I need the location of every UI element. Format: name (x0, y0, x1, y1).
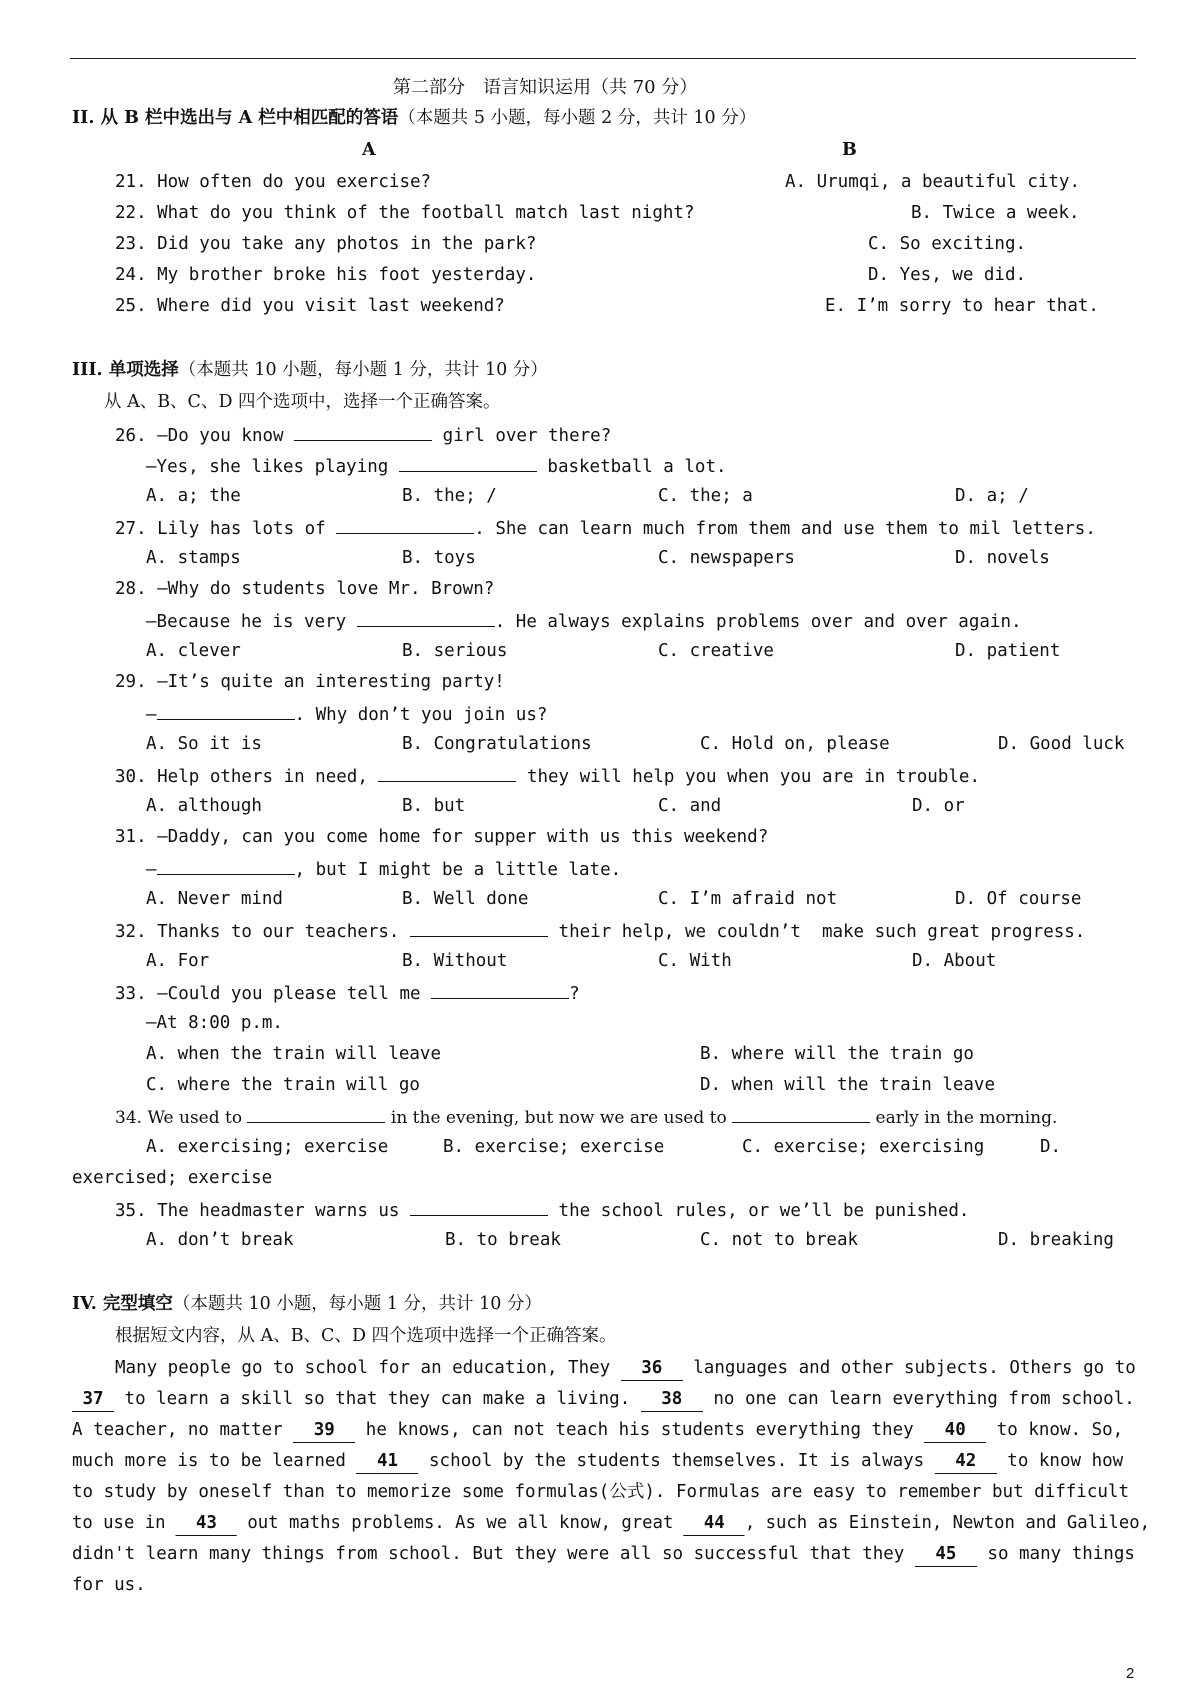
option-33-a: A. when the train will leave (146, 1044, 442, 1064)
passage-line-2: 37 to learn a skill so that they can make a living. 38 no one can learn everything from school. (72, 1387, 1135, 1412)
section4-instruction: 根据短文内容，从 A、B、C、D 四个选项中选择一个正确答案。 (115, 1326, 617, 1346)
question-31-line2: — , but I might be a little late. (146, 856, 621, 882)
option-35-d: D. breaking (998, 1230, 1114, 1250)
answer-blank (410, 918, 548, 937)
answer-blank (336, 515, 474, 534)
option-26-c: C. the; a (658, 486, 753, 506)
option-29-a: A. So it is (146, 734, 262, 754)
section3-instruction: 从 A、B、C、D 四个选项中，选择一个正确答案。 (104, 392, 501, 412)
section4-title: IV. 完型填空 (72, 1294, 173, 1314)
blank-43: 43 (176, 1511, 237, 1536)
option-30-b: B. but (402, 796, 466, 816)
option-30-a: A. although (146, 796, 262, 816)
question-27: 27. Lily has lots of . She can learn much from them and use them to mil letters. (115, 515, 1096, 541)
option-34-c: C. exercise; exercising (742, 1137, 985, 1157)
option-26-b: B. the; / (402, 486, 497, 506)
option-28-c: C. creative (658, 641, 774, 661)
question-30: 30. Help others in need, they will help you when you are in trouble. (115, 763, 980, 789)
blank-38: 38 (641, 1387, 703, 1412)
blank-41: 41 (356, 1449, 418, 1474)
section4-heading (72, 1292, 542, 1316)
answer-blank (410, 1197, 548, 1216)
section3-heading (72, 358, 548, 382)
option-35-a: A. don’t break (146, 1230, 294, 1250)
match-question-25: 25. Where did you visit last weekend? (115, 296, 505, 316)
option-33-b: B. where will the train go (700, 1044, 974, 1064)
match-answer-b: B. Twice a week. (911, 203, 1080, 223)
blank-44: 44 (684, 1511, 745, 1536)
option-30-d: D. or (912, 796, 965, 816)
option-27-c: C. newspapers (658, 548, 795, 568)
question-29-line1: 29. —It’s quite an interesting party! (115, 672, 505, 692)
option-34-b: B. exercise; exercise (443, 1137, 665, 1157)
option-31-c: C. I’m afraid not (658, 889, 838, 909)
option-27-d: D. novels (955, 548, 1050, 568)
answer-blank (732, 1104, 870, 1123)
answer-blank (157, 856, 295, 875)
question-26-line1: 26. —Do you know girl over there? (115, 422, 611, 448)
blank-40: 40 (924, 1418, 986, 1443)
question-33-line2: —At 8:00 p.m. (146, 1013, 283, 1033)
option-29-d: D. Good luck (998, 734, 1125, 754)
option-34-a: A. exercising; exercise (146, 1137, 389, 1157)
option-29-b: B. Congratulations (402, 734, 592, 754)
question-35: 35. The headmaster warns us the school rules, or we’ll be punished. (115, 1197, 969, 1223)
option-28-a: A. clever (146, 641, 241, 661)
answer-blank (378, 763, 516, 782)
question-33-line1: 33. —Could you please tell me ? (115, 980, 580, 1006)
passage-line-3: A teacher, no matter 39 he knows, can not teach his students everything they 40 to know. So, (72, 1418, 1123, 1443)
page-number: 2 (1126, 1665, 1135, 1682)
passage-line-7: didn't learn many things from school. But they were all so successful that they 45 so many things (72, 1542, 1135, 1567)
option-28-d: D. patient (955, 641, 1061, 661)
blank-42: 42 (935, 1449, 997, 1474)
question-31-line1: 31. —Daddy, can you come home for supper with us this weekend? (115, 827, 769, 847)
option-34-d-text: exercised; exercise (72, 1168, 273, 1188)
match-question-21: 21. How often do you exercise? (115, 172, 432, 192)
passage-line-6: to use in 43 out maths problems. As we all know, great 44 , such as Einstein, Newton and Galileo, (72, 1511, 1150, 1536)
passage-line-5: to study by oneself than to memorize some formulas(公式). Formulas are easy to remember but difficult (72, 1482, 1129, 1502)
option-32-c: C. With (658, 951, 732, 971)
blank-45: 45 (915, 1542, 977, 1567)
option-34-d-label: D. (1040, 1137, 1062, 1157)
option-35-b: B. to break (445, 1230, 561, 1250)
question-28-line2: —Because he is very . He always explains problems over and over again. (146, 608, 1022, 634)
option-28-b: B. serious (402, 641, 508, 661)
option-32-b: B. Without (402, 951, 508, 971)
option-32-d: D. About (912, 951, 997, 971)
option-26-d: D. a; / (955, 486, 1029, 506)
column-a-label: A (362, 140, 376, 160)
option-31-b: B. Well done (402, 889, 529, 909)
match-answer-e: E. I’m sorry to hear that. (825, 296, 1099, 316)
answer-blank (157, 701, 295, 720)
passage-line-4: much more is to be learned 41 school by the students themselves. It is always 42 to know how (72, 1449, 1123, 1474)
question-29-line2: — . Why don’t you join us? (146, 701, 547, 727)
passage-line-8: for us. (72, 1575, 146, 1595)
passage-line-1: Many people go to school for an education, They 36 languages and other subjects. Others go to (115, 1356, 1136, 1381)
blank-39: 39 (293, 1418, 355, 1443)
answer-blank (357, 608, 495, 627)
match-answer-d: D. Yes, we did. (868, 265, 1027, 285)
answer-blank (294, 422, 432, 441)
answer-blank (431, 980, 569, 999)
match-question-24: 24. My brother broke his foot yesterday. (115, 265, 537, 285)
option-29-c: C. Hold on, please (700, 734, 890, 754)
match-question-23: 23. Did you take any photos in the park? (115, 234, 537, 254)
blank-37: 37 (72, 1387, 114, 1412)
option-26-a: A. a; the (146, 486, 241, 506)
option-27-b: B. toys (402, 548, 476, 568)
option-31-d: D. Of course (955, 889, 1082, 909)
section3-note: （本题共 10 小题，每小题 1 分，共计 10 分） (178, 360, 548, 380)
section3-title: III. 单项选择 (72, 360, 179, 380)
match-answer-a: A. Urumqi, a beautiful city. (785, 172, 1081, 192)
option-31-a: A. Never mind (146, 889, 283, 909)
answer-blank (247, 1104, 385, 1123)
question-28-line1: 28. —Why do students love Mr. Brown? (115, 579, 495, 599)
question-26-line2: —Yes, she likes playing basketball a lot. (146, 453, 727, 479)
section2-note: （本题共 5 小题，每小题 2 分，共计 10 分） (398, 108, 757, 128)
match-question-22: 22. What do you think of the football match last night? (115, 203, 695, 223)
option-35-c: C. not to break (700, 1230, 859, 1250)
question-34: 34. We used to in the evening, but now we are used to early in the morning. (115, 1104, 1057, 1130)
option-30-c: C. and (658, 796, 722, 816)
part-title: 第二部分 语言知识运用（共 70 分） (393, 77, 698, 98)
match-answer-c: C. So exciting. (868, 234, 1027, 254)
option-32-a: A. For (146, 951, 210, 971)
answer-blank (399, 453, 537, 472)
section2-heading (72, 106, 756, 130)
section2-title: II. 从 B 栏中选出与 A 栏中相匹配的答语 (72, 108, 399, 128)
option-33-d: D. when will the train leave (700, 1075, 996, 1095)
option-33-c: C. where the train will go (146, 1075, 420, 1095)
question-32: 32. Thanks to our teachers. their help, we couldn’t make such great progress. (115, 918, 1085, 944)
blank-36: 36 (621, 1356, 683, 1381)
column-b-label: B (842, 140, 857, 160)
top-divider (70, 58, 1136, 59)
section4-note: （本题共 10 小题，每小题 1 分，共计 10 分） (172, 1294, 542, 1314)
option-27-a: A. stamps (146, 548, 241, 568)
